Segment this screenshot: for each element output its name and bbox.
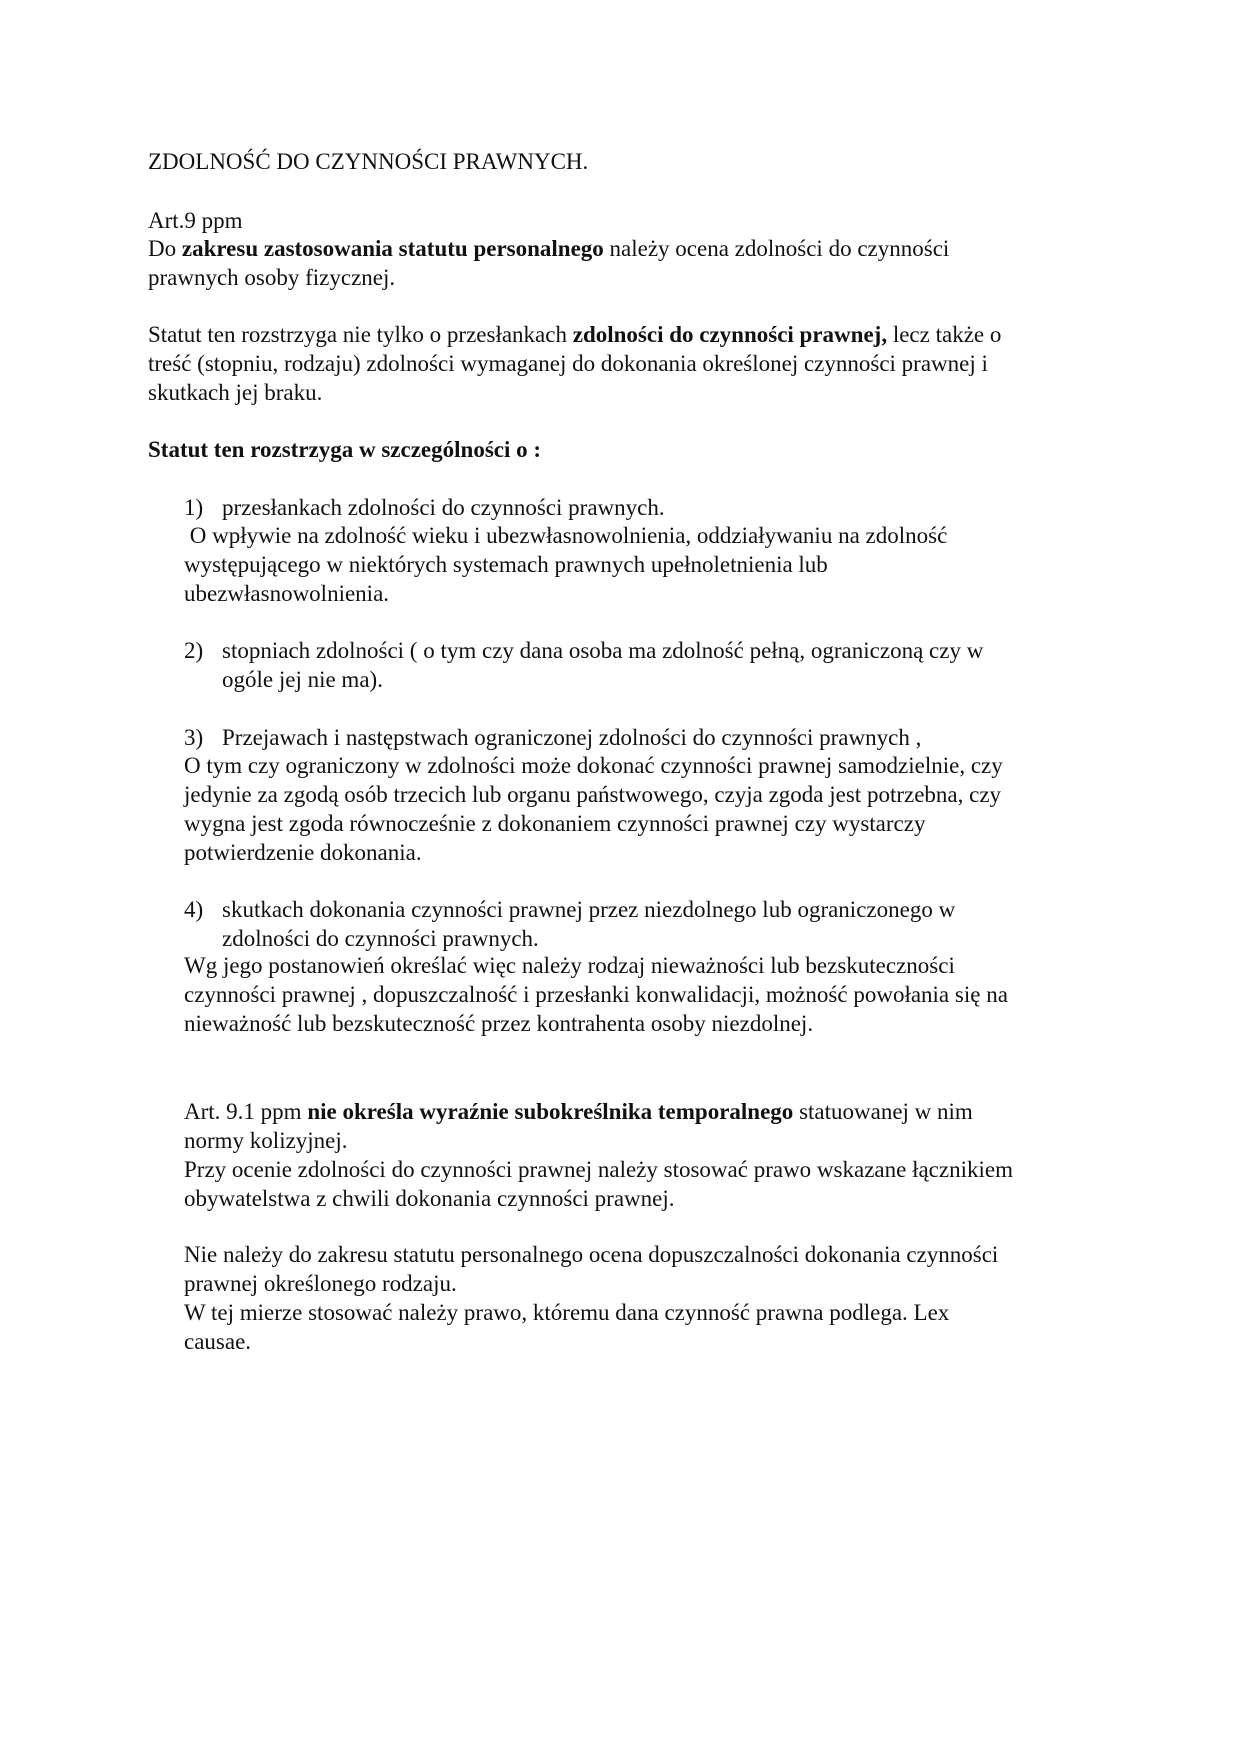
list-item-text: przesłankach zdolności do czynności prawnych. bbox=[222, 495, 665, 520]
bold-phrase: zakresu zastosowania statutu personalnego bbox=[181, 236, 604, 261]
paragraph-art-9-1-line-1: Art. 9.1 ppm nie określa wyraźnie subokreślnika temporalnego statuowanej w nim bbox=[184, 1099, 973, 1124]
subheading: Statut ten rozstrzyga w szczególności o : bbox=[148, 437, 542, 462]
list-item-number: 2) bbox=[184, 638, 204, 663]
paragraph-art-9-1-line-4: obywatelstwa z chwili dokonania czynności prawnej. bbox=[184, 1186, 675, 1211]
paragraph-scope-line-2: prawnych osoby fizycznej. bbox=[148, 265, 396, 290]
list-item-number: 1) bbox=[184, 495, 204, 520]
paragraph-final-line-4: causae. bbox=[184, 1329, 252, 1354]
list-item-text: skutkach dokonania czynności prawnej przez niezdolnego lub ograniczonego w zdolności do czynności prawnych. bbox=[222, 897, 956, 951]
list-item-number: 4) bbox=[184, 897, 204, 922]
list-item-number: 3) bbox=[184, 725, 204, 750]
paragraph-scope-line-1: Do zakresu zastosowania statutu personalnego należy ocena zdolności do czynności bbox=[148, 236, 950, 261]
paragraph-scope bbox=[148, 234, 949, 292]
list-item-detail: Wg jego postanowień określać więc należy rodzaj nieważności lub bezskuteczności czynności prawnej , dopuszczalność i przesłanki konwalidacji, możność powołania się na nieważność lub bezskuteczność przez kontrahenta osoby niezdolnej. bbox=[184, 953, 1008, 1036]
paragraph-statute bbox=[148, 320, 1001, 407]
paragraph-final-line-1: Nie należy do zakresu statutu personalnego ocena dopuszczalności dokonania czynności bbox=[184, 1242, 999, 1267]
paragraph-final bbox=[184, 1240, 998, 1356]
document-title: ZDOLNOŚĆ DO CZYNNOŚCI PRAWNYCH. bbox=[148, 149, 589, 174]
paragraph-statute-line-1: Statut ten rozstrzyga nie tylko o przesłankach zdolności do czynności prawnej, lecz także o bbox=[148, 322, 1002, 347]
article-reference: Art.9 ppm bbox=[148, 208, 243, 233]
paragraph-final-line-2: prawnej określonego rodzaju. bbox=[184, 1271, 457, 1296]
list-item-detail: O tym czy ograniczony w zdolności może dokonać czynności prawnej samodzielnie, czy jedynie za zgodą osób trzecich lub organu państwowego, czyja zgoda jest potrzebna, czy wygna jest zgoda równocześnie z dokonaniem czynności prawnej czy wystarczy potwierdzenie dokonania. bbox=[184, 753, 1003, 865]
paragraph-art-9-1-line-3: Przy ocenie zdolności do czynności prawnej należy stosować prawo wskazane łącznikiem bbox=[184, 1157, 1013, 1182]
paragraph-statute-line-2: treść (stopniu, rodzaju) zdolności wymaganej do dokonania określonej czynności prawnej i bbox=[148, 351, 988, 376]
list-item-text: Przejawach i następstwach ograniczonej zdolności do czynności prawnych , bbox=[222, 725, 922, 750]
paragraph-art-9-1 bbox=[184, 1097, 1013, 1213]
bold-phrase: zdolności do czynności prawnej, bbox=[572, 322, 888, 347]
paragraph-art-9-1-line-2: normy kolizyjnej. bbox=[184, 1128, 348, 1153]
paragraph-final-line-3: W tej mierze stosować należy prawo, któremu dana czynność prawna podlega. Lex bbox=[184, 1300, 950, 1325]
paragraph-statute-line-3: skutkach jej braku. bbox=[148, 380, 323, 405]
list-item-text: stopniach zdolności ( o tym czy dana osoba ma zdolność pełną, ograniczoną czy w ogóle jej nie ma). bbox=[222, 638, 984, 692]
bold-phrase: nie określa wyraźnie subokreślnika temporalnego bbox=[307, 1099, 794, 1124]
list-item-detail: O wpływie na zdolność wieku i ubezwłasnowolnienia, oddziaływaniu na zdolność występującego w niektórych systemach prawnych upełnoletnienia lub ubezwłasnowolnienia. bbox=[184, 523, 948, 606]
